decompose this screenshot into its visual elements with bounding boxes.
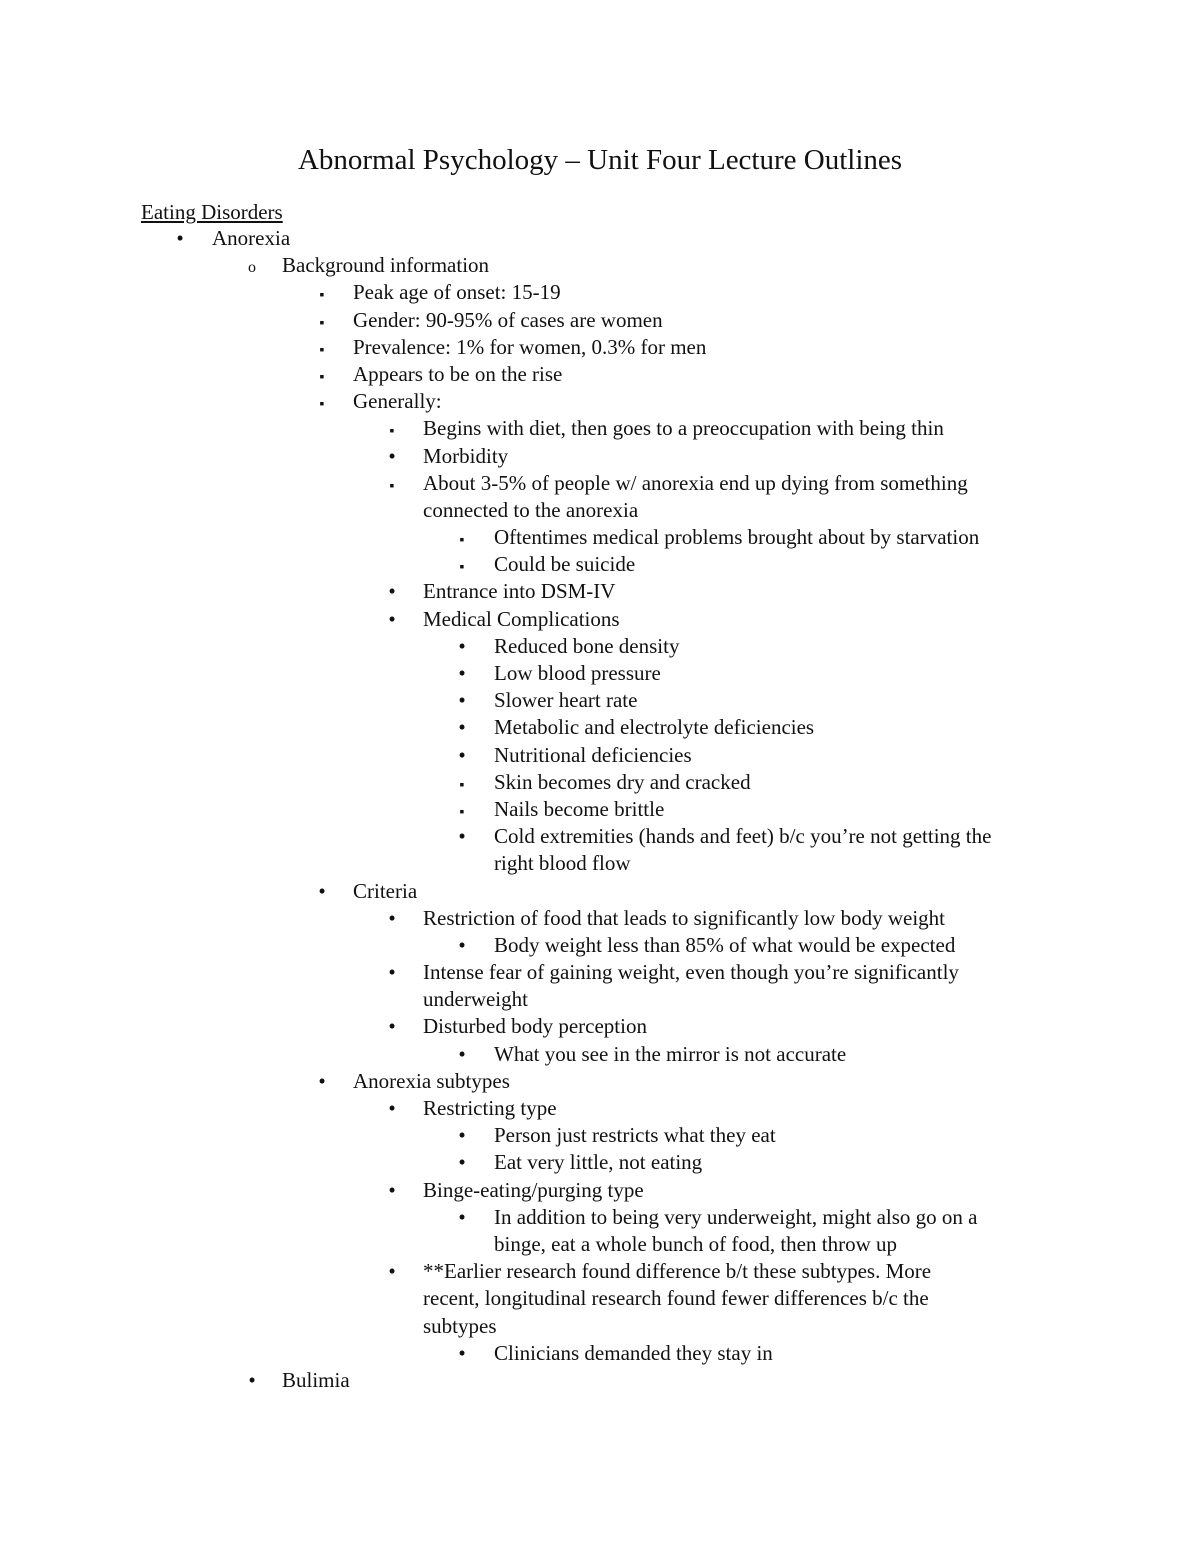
outline-item-text: Metabolic and electrolyte deficiencies	[494, 715, 815, 740]
disc-bullet-icon	[312, 878, 332, 905]
outline-item	[0, 497, 1200, 524]
outline-item	[0, 823, 1200, 850]
square-bullet-icon	[382, 470, 402, 500]
outline-item-text: Disturbed body perception	[423, 1014, 647, 1039]
outline-item	[0, 633, 1200, 660]
outline-item	[0, 1041, 1200, 1068]
outline-item	[0, 796, 1200, 823]
disc-bullet-icon	[242, 1367, 262, 1394]
outline-item	[0, 415, 1200, 442]
page-title: Abnormal Psychology – Unit Four Lecture Outlines	[297, 144, 903, 176]
outline-item-text: Eat very little, not eating	[494, 1150, 703, 1175]
outline-item	[0, 1231, 1200, 1258]
disc-bullet-icon	[452, 742, 472, 769]
disc-bullet-icon	[452, 714, 472, 741]
outline-item-text: Appears to be on the rise	[353, 361, 563, 386]
outline-item	[0, 1340, 1200, 1367]
outline-item-text: Morbidity	[423, 443, 509, 468]
outline-item	[0, 769, 1200, 796]
outline-item-text: right blood flow	[494, 851, 631, 876]
outline-item	[0, 687, 1200, 714]
disc-bullet-icon	[452, 1340, 472, 1367]
outline-item-text: Generally:	[353, 389, 442, 414]
outline-item	[0, 443, 1200, 470]
outline-item-text: Could be suicide	[494, 552, 636, 577]
outline-item-text: Peak age of onset: 15-19	[353, 280, 561, 305]
section-heading: Eating Disorders	[141, 200, 283, 224]
square-bullet-icon	[452, 524, 472, 554]
outline-item	[0, 1068, 1200, 1095]
outline-item-text: Prevalence: 1% for women, 0.3% for men	[353, 334, 707, 359]
outline-item	[0, 1204, 1200, 1231]
outline-item-text: subtypes	[423, 1313, 497, 1338]
outline-item-text: Entrance into DSM-IV	[423, 579, 616, 604]
outline-item-text: Criteria	[353, 878, 418, 903]
outline-item	[0, 470, 1200, 497]
disc-bullet-icon	[452, 633, 472, 660]
outline-item-text: Intense fear of gaining weight, even though you’re significantly	[423, 960, 959, 985]
outline-item	[0, 578, 1200, 605]
disc-bullet-icon	[382, 905, 402, 932]
outline-item	[0, 986, 1200, 1013]
outline-item-text: binge, eat a whole bunch of food, then throw up	[494, 1231, 897, 1256]
disc-bullet-icon	[452, 1149, 472, 1176]
disc-bullet-icon	[382, 606, 402, 633]
square-bullet-icon	[312, 279, 332, 309]
disc-bullet-icon	[382, 1177, 402, 1204]
outline-item	[0, 334, 1200, 361]
outline-item-text: Medical Complications	[423, 606, 620, 631]
outline-item	[0, 1013, 1200, 1040]
disc-bullet-icon	[452, 823, 472, 850]
disc-bullet-icon	[452, 1041, 472, 1068]
outline-item	[0, 742, 1200, 769]
outline-item-text: Slower heart rate	[494, 688, 638, 713]
square-bullet-icon	[452, 551, 472, 581]
outline-item-text: recent, longitudinal research found fewer differences b/c the	[423, 1286, 929, 1311]
outline-item	[0, 714, 1200, 741]
disc-bullet-icon	[382, 578, 402, 605]
outline-item	[0, 307, 1200, 334]
square-bullet-icon	[452, 769, 472, 799]
outline-item-text: Begins with diet, then goes to a preoccupation with being thin	[423, 416, 944, 441]
outline-item-text: Bulimia	[282, 1367, 350, 1392]
outline-item	[0, 850, 1200, 877]
square-bullet-icon	[312, 388, 332, 418]
outline-item	[0, 1122, 1200, 1149]
outline-item-text: Anorexia subtypes	[353, 1068, 510, 1093]
outline-item	[0, 1285, 1200, 1312]
outline-item	[0, 361, 1200, 388]
outline-item	[0, 252, 1200, 279]
outline-item	[0, 660, 1200, 687]
outline-item-text: Gender: 90-95% of cases are women	[353, 307, 663, 332]
outline-item	[0, 551, 1200, 578]
outline-item-text: Skin becomes dry and cracked	[494, 769, 751, 794]
outline-item	[0, 1313, 1200, 1340]
outline-item	[0, 905, 1200, 932]
outline-item	[0, 1258, 1200, 1285]
outline-item	[0, 524, 1200, 551]
outline-item-text: Reduced bone density	[494, 633, 680, 658]
disc-bullet-icon	[382, 1013, 402, 1040]
outline-item-text: Oftentimes medical problems brought about by starvation	[494, 525, 980, 550]
disc-bullet-icon	[382, 443, 402, 470]
circle-bullet-icon	[242, 252, 262, 281]
outline-item	[0, 225, 1200, 252]
outline-item	[0, 1367, 1200, 1394]
outline-item-text: underweight	[423, 987, 528, 1012]
disc-bullet-icon	[452, 1204, 472, 1231]
outline-item	[0, 1095, 1200, 1122]
disc-bullet-icon	[382, 1258, 402, 1285]
outline-item	[0, 878, 1200, 905]
disc-bullet-icon	[452, 687, 472, 714]
outline-item	[0, 1177, 1200, 1204]
outline-item-text: Low blood pressure	[494, 661, 661, 685]
outline-item-text: Cold extremities (hands and feet) b/c you’re not getting the	[494, 824, 992, 849]
outline-item-text: What you see in the mirror is not accurate	[494, 1041, 847, 1066]
outline-item	[0, 932, 1200, 959]
outline-item	[0, 606, 1200, 633]
outline-item-text: Anorexia	[212, 226, 291, 250]
square-bullet-icon	[312, 361, 332, 391]
outline-item-text: Restriction of food that leads to significantly low body weight	[423, 905, 945, 930]
outline-item-text: Nutritional deficiencies	[494, 742, 692, 767]
outline-item-text: Binge-eating/purging type	[423, 1177, 644, 1202]
disc-bullet-icon	[382, 1095, 402, 1122]
disc-bullet-icon	[452, 932, 472, 959]
outline-list	[0, 225, 1200, 1394]
outline-item	[0, 279, 1200, 306]
outline-item-text: Restricting type	[423, 1096, 557, 1120]
square-bullet-icon	[312, 334, 332, 364]
outline-item-text: Body weight less than 85% of what would be expected	[494, 932, 956, 957]
outline-item	[0, 959, 1200, 986]
disc-bullet-icon	[170, 225, 190, 252]
outline-item-text: Clinicians demanded they stay in	[494, 1340, 773, 1365]
outline-item-text: connected to the anorexia	[423, 497, 639, 522]
outline-item-text: In addition to being very underweight, might also go on a	[494, 1204, 978, 1229]
outline-item-text: Person just restricts what they eat	[494, 1123, 776, 1148]
disc-bullet-icon	[452, 660, 472, 687]
square-bullet-icon	[312, 307, 332, 337]
outline-item-text: Nails become brittle	[494, 796, 665, 821]
square-bullet-icon	[452, 796, 472, 826]
outline-item	[0, 1149, 1200, 1176]
outline-item-text: **Earlier research found difference b/t these subtypes. More	[423, 1259, 932, 1284]
outline-item-text: Background information	[282, 253, 490, 278]
outline-item-text: About 3-5% of people w/ anorexia end up dying from something	[423, 470, 968, 495]
disc-bullet-icon	[382, 959, 402, 986]
disc-bullet-icon	[312, 1068, 332, 1095]
disc-bullet-icon	[452, 1122, 472, 1149]
outline-item	[0, 388, 1200, 415]
square-bullet-icon	[382, 415, 402, 445]
